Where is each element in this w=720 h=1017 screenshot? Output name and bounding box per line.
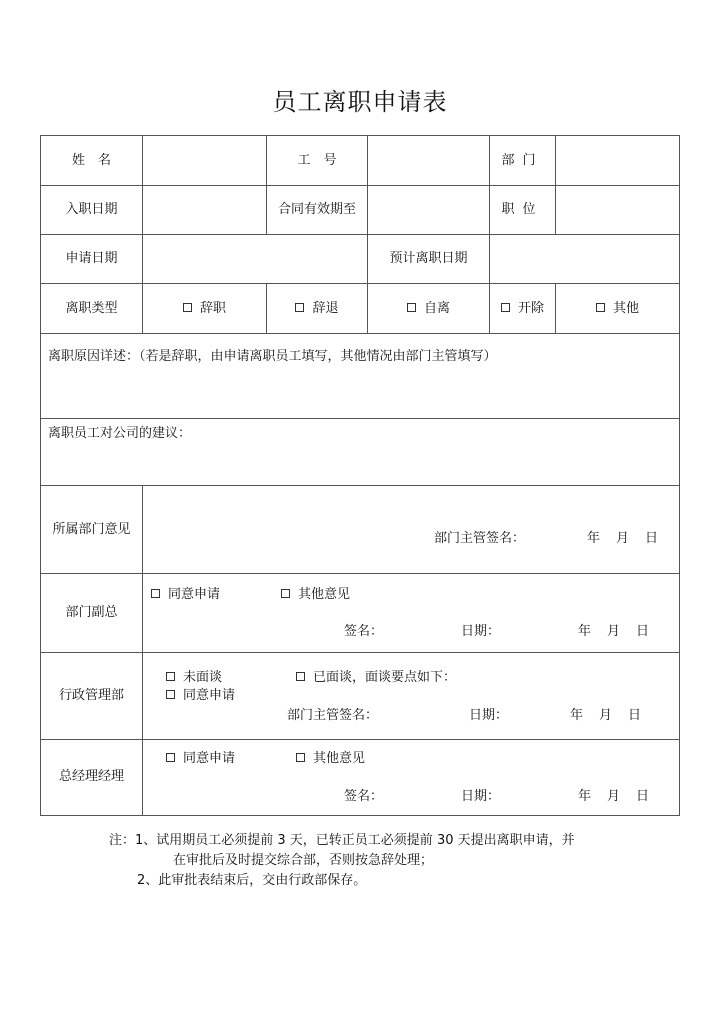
dept-opinion-label: 所属部门意见 [52,522,131,537]
checkbox-icon[interactable] [151,589,160,598]
leave-reason-label: 离职原因详述：（若是辞职，由申请离职员工填写，其他情况由部门主管填写） [48,349,497,364]
admin-agree-option[interactable]: 同意申请 [166,688,235,704]
month-label: 月 [607,624,621,639]
position-label: 职位 [501,202,544,217]
row-divider [41,283,679,284]
gm-label: 总经理经理 [58,769,124,784]
employee-id-label: 工 号 [297,153,337,168]
suggestion-label: 离职员工对公司的建议： [48,426,192,441]
signature-label: 签名： [344,624,384,639]
row-divider [41,333,679,334]
department-label: 部门 [501,153,544,168]
row-divider [41,234,679,235]
checkbox-icon[interactable] [166,690,175,699]
option-resign[interactable]: 辞职 [143,301,266,317]
leave-type-label: 离职类型 [65,301,118,316]
option-expel[interactable]: 开除 [490,301,555,317]
vice-agree-option[interactable]: 同意申请 [151,587,220,603]
date-label: 日期： [461,624,501,639]
hire-date-label: 入职日期 [65,202,118,217]
vice-other-option[interactable]: 其他意见 [281,587,350,603]
checkbox-icon[interactable] [281,589,290,598]
col-divider [142,485,143,815]
note-line-3: 2、此审批表结束后，交由行政部保存。 [137,873,367,888]
gm-agree-option[interactable]: 同意申请 [166,751,235,767]
day-label: 日 [645,531,659,546]
day-label: 日 [628,708,642,723]
checkbox-icon[interactable] [407,303,416,312]
checkbox-icon[interactable] [296,672,305,681]
year-label: 年 [578,789,592,804]
note-line-1: 注：1、试用期员工必须提前 3 天，已转正员工必须提前 30 天提出离职申请，并 [109,833,575,848]
year-label: 年 [570,708,584,723]
year-label: 年 [587,531,601,546]
checkbox-icon[interactable] [183,303,192,312]
row-divider [41,485,679,486]
col-divider [266,136,267,234]
vice-gm-label: 部门副总 [65,605,118,620]
row-divider [41,418,679,419]
day-label: 日 [636,624,650,639]
date-label: 日期： [461,789,501,804]
admin-not-interviewed-option[interactable]: 未面谈 [166,670,222,686]
expected-leave-date-label: 预计离职日期 [389,251,468,266]
name-label: 姓 名 [71,153,111,168]
month-label: 月 [599,708,613,723]
checkbox-icon[interactable] [295,303,304,312]
option-dismiss[interactable]: 辞退 [267,301,367,317]
month-label: 月 [616,531,630,546]
option-other[interactable]: 其他 [556,301,679,317]
page-title: 员工离职申请表 [272,88,448,116]
gm-other-option[interactable]: 其他意见 [296,751,365,767]
col-divider [555,136,556,234]
contract-valid-label: 合同有效期至 [277,202,356,217]
option-self-leave[interactable]: 自离 [368,301,489,317]
checkbox-icon[interactable] [296,753,305,762]
month-label: 月 [607,789,621,804]
admin-dept-label: 行政管理部 [58,688,124,703]
row-divider [41,652,679,653]
row-divider [41,739,679,740]
day-label: 日 [636,789,650,804]
checkbox-icon[interactable] [596,303,605,312]
row-divider [41,185,679,186]
checkbox-icon[interactable] [166,753,175,762]
dept-head-signature-label: 部门主管签名： [434,531,526,546]
checkbox-icon[interactable] [501,303,510,312]
row-divider [41,573,679,574]
signature-label: 签名： [344,789,384,804]
note-line-2: 在审批后及时提交综合部，否则按急辞处理； [173,853,434,868]
dept-head-signature-label: 部门主管签名： [287,708,379,723]
checkbox-icon[interactable] [166,672,175,681]
year-label: 年 [578,624,592,639]
date-label: 日期： [469,708,509,723]
apply-date-label: 申请日期 [65,251,118,266]
resignation-form [40,135,680,816]
admin-interviewed-option[interactable]: 已面谈，面谈要点如下： [296,670,456,686]
